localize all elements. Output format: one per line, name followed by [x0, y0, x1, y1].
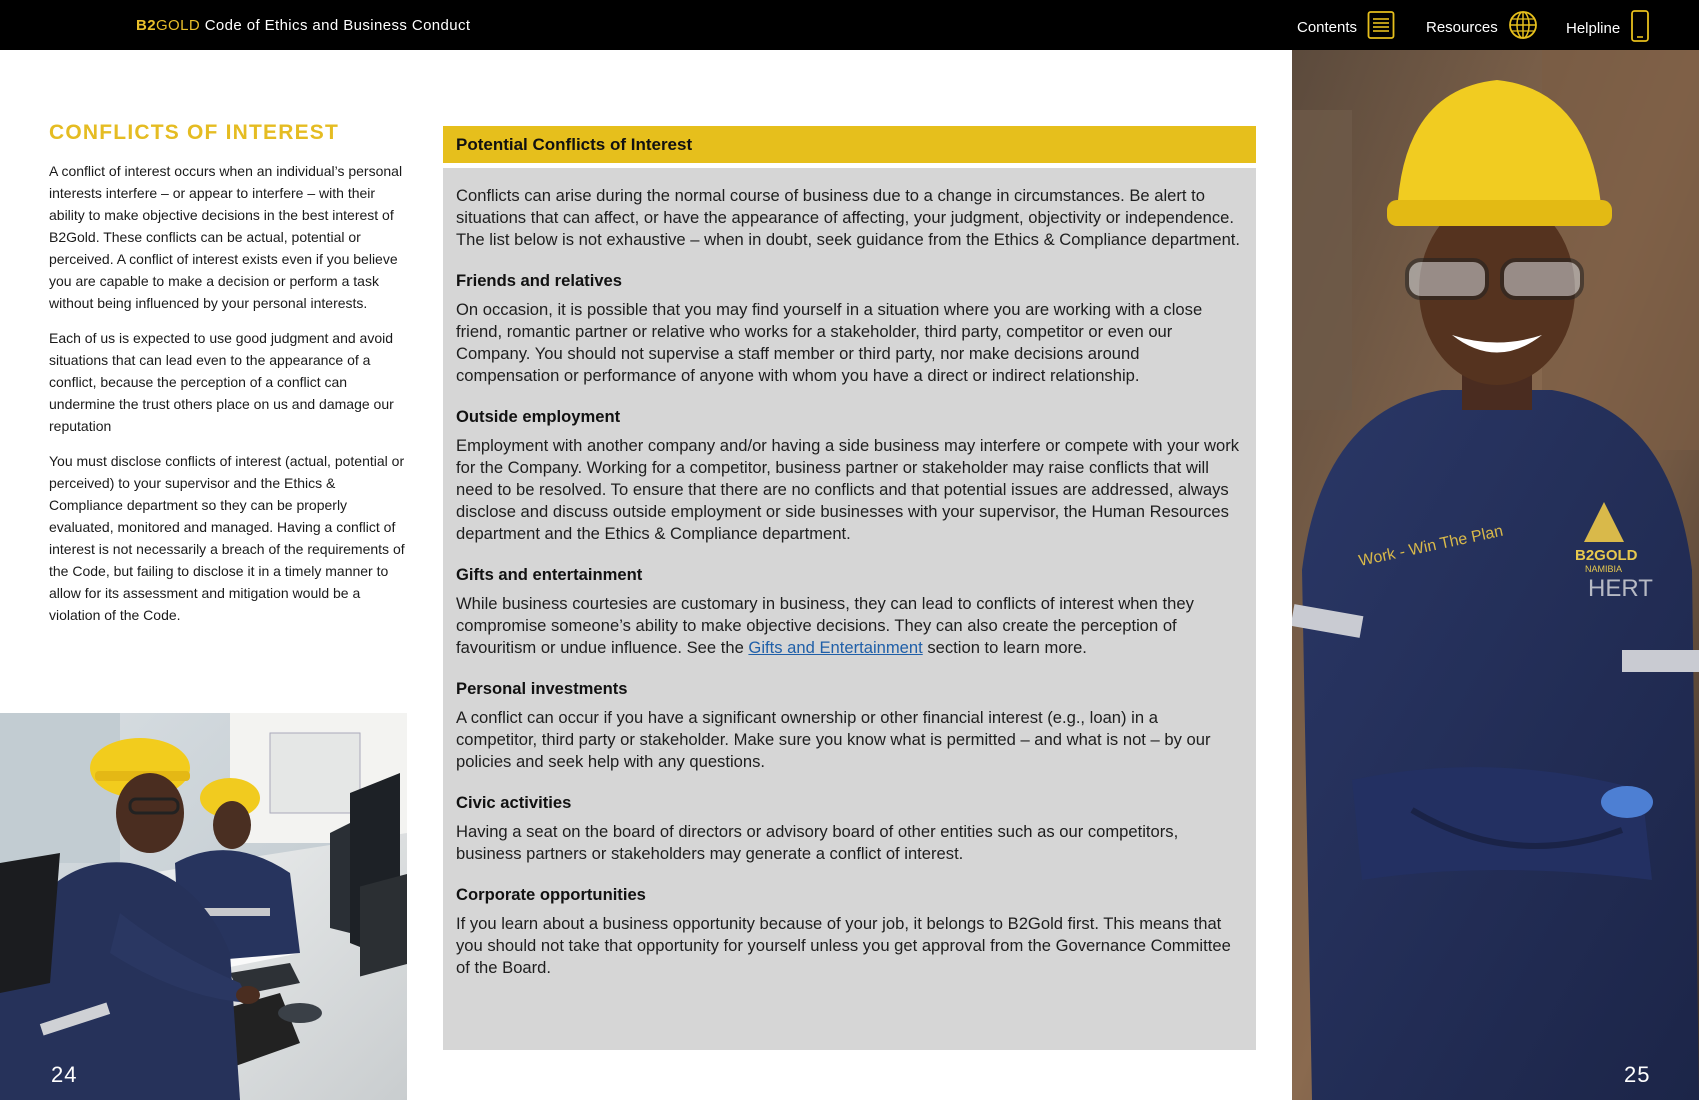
- nav-helpline[interactable]: [1566, 10, 1650, 46]
- text-civic-activities: Having a seat on the board of directors or advisory board of other entities such as our competitors, business partners or stakeholders may generate a conflict of interest.: [456, 822, 1179, 863]
- intro-paragraph-3: You must disclose conflicts of interest (actual, potential or perceived) to your supervisor and the Ethics & Compliance department so they can be properly evaluated, monitored and managed. Having a conflict of interest is not necessarily a breach of the requirements of the Code, but failing to disclose it in a timely manner to allow for its assessment and mitigation would be a violation of the Code.: [49, 453, 405, 623]
- text-gifts-entertainment: [456, 593, 1243, 659]
- page-number-right: 25: [1624, 1062, 1651, 1087]
- workers-at-computers-photo: [0, 713, 407, 1100]
- heading-gifts-entertainment: Gifts and entertainment: [456, 565, 643, 584]
- panel-intro: Conflicts can arise during the normal course of business due to a change in circumstances. Be alert to situations that can affect, or have the appearance of affecting, your judgment, objectivity or independence. The list below is not exhaustive – when in doubt, seek guidance from the Ethics & Compliance department.: [456, 186, 1241, 249]
- gifts-entertainment-link[interactable]: Gifts and Entertainment: [748, 638, 923, 657]
- heading-civic-activities: Civic activities: [456, 793, 572, 812]
- panel-header: [443, 126, 1256, 163]
- section-title: CONFLICTS OF INTEREST: [49, 121, 340, 144]
- name-tag: HERT: [1588, 575, 1653, 602]
- intro-paragraph-1: A conflict of interest occurs when an individual’s personal interests interfere – or appear to interfere – with their ability to make objective decisions in the best interest of B2Gold. These conflicts can be actual, potential or perceived. A conflict of interest exists even if you believe you are capable to make a decision or perform a task without being influenced by your personal interests.: [49, 163, 403, 311]
- heading-personal-investments: Personal investments: [456, 679, 628, 698]
- intro-paragraph-2: Each of us is expected to use good judgment and avoid situations that can lead even to the appearance of a conflict, because the perception of a conflict can undermine the trust others place on us and damage our reputation: [49, 330, 394, 434]
- brand-gold: GOLD: [155, 17, 201, 34]
- shirt-logo-sub: NAMIBIA: [1585, 564, 1623, 574]
- phone-icon: [1630, 10, 1650, 46]
- shirt-slogan: Work - Win The Plan: [1357, 522, 1505, 570]
- heading-outside-employment: Outside employment: [456, 407, 621, 426]
- text-corporate-opportunities: If you learn about a business opportunity because of your job, it belongs to B2Gold first. This means that you should not take that opportunity for yourself unless you get approval from the Governance Committee of the Board.: [456, 914, 1231, 977]
- shirt-logo: B2GOLD: [1575, 547, 1638, 564]
- contents-icon: [1367, 10, 1395, 44]
- nav-resources-label: Resources: [1426, 18, 1498, 36]
- text-personal-investments: A conflict can occur if you have a significant ownership or other financial interest (e.g., loan) in a competitor, third party or stakeholder. Make sure you know what is permitted – and what is not – by our policies and seek help with any questions.: [456, 708, 1211, 771]
- panel-title: Potential Conflicts of Interest: [456, 135, 693, 154]
- brand-title: Code of Ethics and Business Conduct: [204, 17, 471, 34]
- gifts-text-after: section to learn more.: [922, 638, 1087, 657]
- nav-resources[interactable]: [1426, 10, 1538, 44]
- document-title: [136, 17, 471, 34]
- globe-icon: [1508, 10, 1538, 44]
- nav-contents[interactable]: [1297, 10, 1395, 44]
- nav-helpline-label: Helpline: [1566, 19, 1621, 37]
- page-number-left: 24: [51, 1062, 78, 1087]
- heading-corporate-opportunities: Corporate opportunities: [456, 885, 646, 904]
- intro-text: [49, 160, 409, 639]
- heading-friends-relatives: Friends and relatives: [456, 271, 623, 290]
- gifts-text-before: While business courtesies are customary in business, they can lead to conflicts of interest when they compromise someone’s ability to make objective decisions. They can also create the perception of favouritism or undue influence. See the: [456, 594, 1194, 657]
- worker-portrait-photo: [1292, 50, 1699, 1100]
- brand-b2: B2: [136, 17, 156, 34]
- panel-body: [443, 168, 1256, 1050]
- text-outside-employment: Employment with another company and/or having a side business may interfere or compete with your work for the Company. Working for a competitor, business partner or stakeholder may raise conflicts that will need to be resolved. To ensure that there are no conflicts and that potential issues are addressed, always disclose and discuss outside employment or side businesses with your supervisor, the Human Resources department and the Ethics & Compliance department.: [456, 436, 1240, 543]
- text-friends-relatives: On occasion, it is possible that you may find yourself in a situation where you are working with a close friend, romantic partner or relative who works for a stakeholder, third party, competitor or even our Company. You should not supervise a staff member or third party, nor make decisions around compensation or performance of anyone with whom you have a direct or indirect relationship.: [456, 300, 1203, 385]
- top-bar: [0, 0, 1699, 50]
- nav-contents-label: Contents: [1297, 18, 1358, 36]
